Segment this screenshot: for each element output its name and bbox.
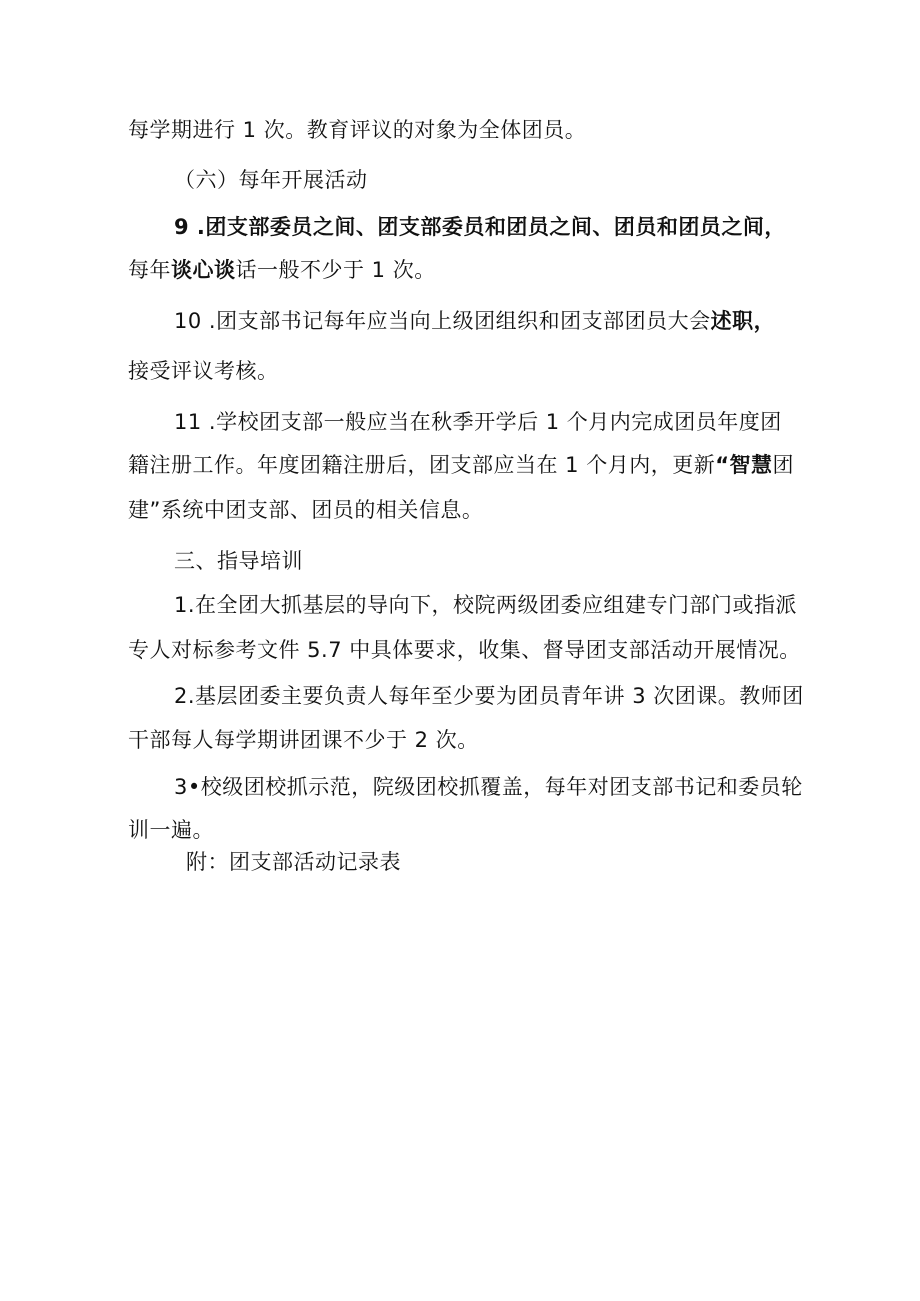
bold-text-run: 谈心谈: [171, 258, 236, 282]
paragraph-line: [174, 307, 775, 335]
attachment-note: 附：团支部活动记录表: [186, 850, 401, 874]
paragraph-line: 接受评议考核。: [128, 359, 279, 383]
paragraph-line: 每学期进行 1 次。教育评议的对象为全体团员。: [128, 118, 587, 142]
paragraph-line: 训一遍。: [128, 818, 214, 842]
paragraph-line: [128, 451, 794, 479]
paragraph-line: 专人对标参考文件 5.7 中具体要求，收集、督导团支部活动开展情况。: [128, 638, 801, 662]
paragraph-line: 建”系统中团支部、团员的相关信息。: [128, 498, 484, 522]
text-run: 团: [772, 453, 795, 477]
text-run: 10 .团支部书记每年应当向上级团组织和团支部团员大会: [174, 309, 711, 333]
paragraph-line: 2.基层团委主要负责人每年至少要为团员青年讲 3 次团课。教师团: [174, 684, 804, 708]
text-run: 话一般不少于 1 次。: [235, 258, 436, 282]
paragraph-line: 11 .学校团支部一般应当在秋季开学后 1 个月内完成团员年度团: [174, 410, 782, 434]
paragraph-line: 1.在全团大抓基层的导向下，校院两级团委应组建专门部门或指派: [174, 593, 798, 617]
item-number: 9 .团支部委员之间、团支部委员和团员之间、团员和团员之间，: [174, 215, 786, 239]
text-run: 籍注册工作。年度团籍注册后，团支部应当在 1 个月内，更新: [128, 453, 716, 477]
bold-text-run: 述职，: [710, 309, 776, 333]
paragraph-line: 干部每人每学期讲团课不少于 2 次。: [128, 728, 479, 752]
paragraph-line: 3•校级团校抓示范，院级团校抓覆盖，每年对团支部书记和委员轮: [174, 775, 803, 799]
bold-text-run: “智慧: [715, 453, 773, 477]
paragraph-line: [174, 213, 786, 241]
paragraph-line: [128, 256, 436, 284]
section-heading: 三、指导培训: [174, 549, 303, 573]
text-run: 每年: [128, 258, 171, 282]
section-heading: （六）每年开展活动: [174, 168, 368, 192]
